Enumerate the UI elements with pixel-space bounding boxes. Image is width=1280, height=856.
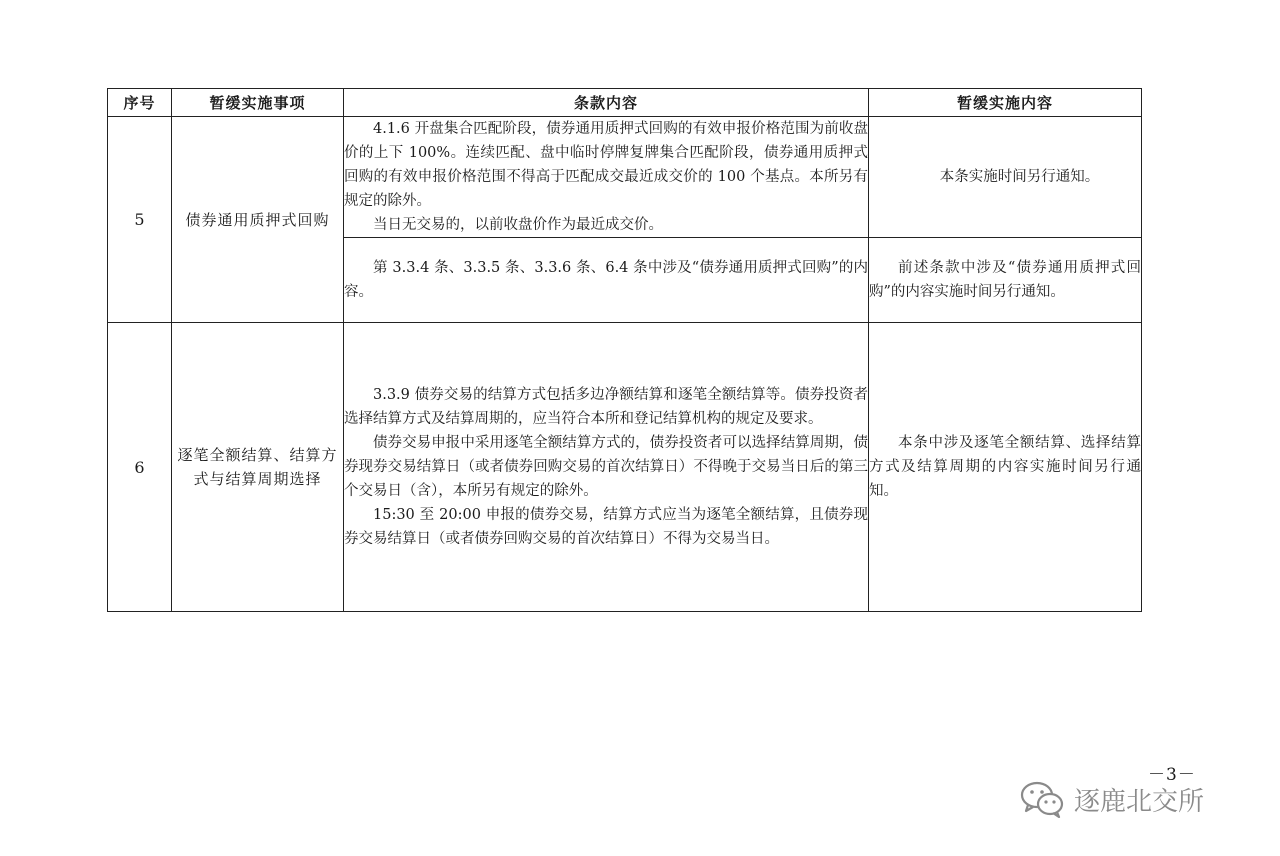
clause-paragraph: 债券交易申报中采用逐笔全额结算方式的，债券投资者可以选择结算周期，债券现券交易结算日（或者债券回购交易的首次结算日）不得晚于交易当日后的第三个交易日（含），本所另有规定的除外。 bbox=[344, 435, 868, 499]
row-content bbox=[869, 238, 1142, 323]
row-item: 逐笔全额结算、结算方式与结算周期选择 bbox=[172, 323, 344, 612]
row-content bbox=[869, 323, 1142, 612]
clause-paragraph: 当日无交易的，以前收盘价作为最近成交价。 bbox=[373, 217, 663, 233]
watermark-text: 逐鹿北交所 bbox=[1074, 786, 1205, 817]
clause-paragraph: 4.1.6 开盘集合匹配阶段，债券通用质押式回购的有效申报价格范围为前收盘价的上下 100%。连续匹配、盘中临时停牌复牌集合匹配阶段，债券通用质押式回购的有效申报价格范围不得高于匹配成交最近成交价的 100 个基点。本所另有规定的除外。 bbox=[344, 121, 868, 209]
table-header-row bbox=[108, 89, 1142, 117]
content-paragraph: 本条实施时间另行通知。 bbox=[939, 169, 1100, 185]
wechat-icon bbox=[1020, 780, 1064, 818]
header-serial: 序号 bbox=[108, 89, 172, 117]
row-serial: 5 bbox=[108, 117, 172, 323]
clause-paragraph: 15:30 至 20:00 申报的债券交易，结算方式应当为逐笔全额结算，且债券现券交易结算日（或者债券回购交易的首次结算日）不得为交易当日。 bbox=[344, 507, 868, 547]
header-clause: 条款内容 bbox=[344, 89, 869, 117]
suspension-table bbox=[107, 88, 1142, 612]
content-paragraph: 前述条款中涉及“债券通用质押式回购”的内容实施时间另行通知。 bbox=[869, 260, 1141, 300]
table-row bbox=[108, 117, 1142, 238]
table-row bbox=[108, 323, 1142, 612]
clause-paragraph: 3.3.9 债券交易的结算方式包括多边净额结算和逐笔全额结算等。债券投资者选择结算方式及结算周期的，应当符合本所和登记结算机构的规定及要求。 bbox=[344, 387, 868, 427]
header-content: 暂缓实施内容 bbox=[869, 89, 1142, 117]
header-item: 暂缓实施事项 bbox=[172, 89, 344, 117]
row-content bbox=[869, 117, 1142, 238]
row-clause bbox=[344, 323, 869, 612]
page-number: －3－ bbox=[1148, 765, 1196, 785]
content-paragraph: 本条中涉及逐笔全额结算、选择结算方式及结算周期的内容实施时间另行通知。 bbox=[869, 435, 1141, 499]
clause-paragraph: 第 3.3.4 条、3.3.5 条、3.3.6 条、6.4 条中涉及“债券通用质押式回购”的内容。 bbox=[344, 260, 868, 300]
watermark bbox=[1020, 780, 1204, 818]
row-serial: 6 bbox=[108, 323, 172, 612]
row-clause bbox=[344, 117, 869, 238]
row-clause bbox=[344, 238, 869, 323]
row-item: 债券通用质押式回购 bbox=[172, 117, 344, 323]
